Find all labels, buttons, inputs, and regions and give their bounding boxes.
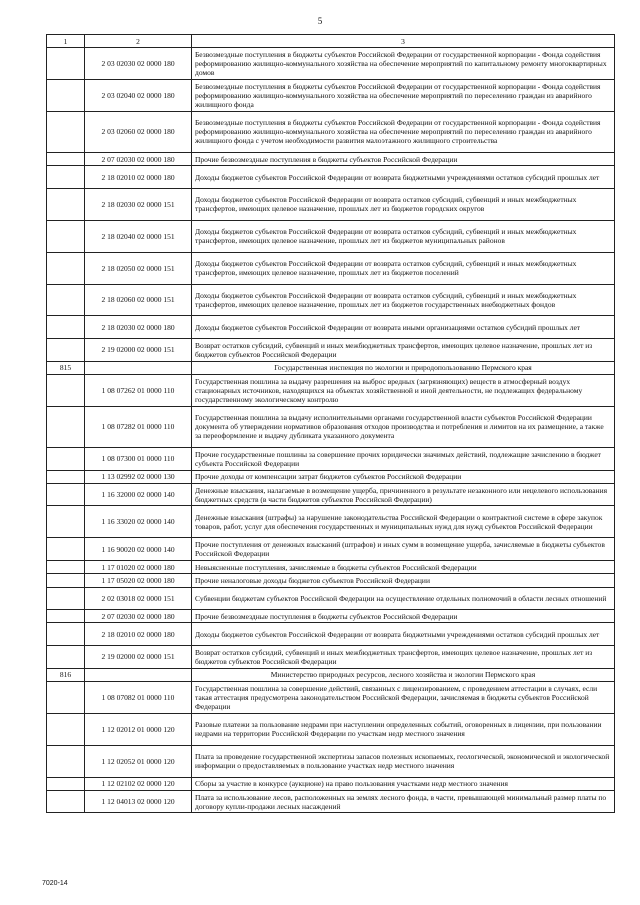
admin-code-cell <box>47 166 85 189</box>
revenue-code-cell: 2 18 02010 02 0000 180 <box>85 166 192 189</box>
revenue-code-cell: 2 18 02010 02 0000 180 <box>85 623 192 646</box>
revenue-code-cell: 1 08 07262 01 0000 110 <box>85 374 192 406</box>
revenue-description-cell: Доходы бюджетов субъектов Российской Федерации от возврата иными организациями остатков субсидий прошлых лет <box>192 316 615 339</box>
table-row <box>47 361 615 374</box>
revenue-code-cell: 2 19 02000 02 0000 151 <box>85 339 192 362</box>
admin-code-cell <box>47 610 85 623</box>
revenue-code-cell: 1 12 02012 01 0000 120 <box>85 713 192 745</box>
table-row <box>47 646 615 669</box>
revenue-description-cell: Денежные взыскания (штрафы) за нарушение законодательства Российской Федерации о контрактной системе в сфере закупок товаров, работ, услуг для обеспечения государственных и муниципальных нужд для нужд субъектов Российской Федерации <box>192 506 615 538</box>
revenue-description-cell: Прочие безвозмездные поступления в бюджеты субъектов Российской Федерации <box>192 610 615 623</box>
admin-code-cell <box>47 506 85 538</box>
table-row <box>47 152 615 165</box>
revenue-code-cell: 1 16 33020 02 0000 140 <box>85 506 192 538</box>
revenue-description-cell: Доходы бюджетов субъектов Российской Федерации от возврата остатков субсидий, субвенций и иных межбюджетных трансфертов, имеющих целевое назначение, прошлых лет из бюджетов муниципальных районов <box>192 220 615 252</box>
admin-code-cell <box>47 374 85 406</box>
table-row <box>47 111 615 152</box>
revenue-description-cell: Доходы бюджетов субъектов Российской Федерации от возврата остатков субсидий, субвенций и иных межбюджетных трансфертов, имеющих целевое назначение, прошлых лет из бюджетов поселений <box>192 252 615 284</box>
revenue-description-cell: Безвозмездные поступления в бюджеты субъектов Российской Федерации от государственной корпорации - Фонда содействия реформированию жилищно-коммунального хозяйства на обеспечение мероприятий по капитальному ремонту многоквартирных домов <box>192 48 615 80</box>
table-row <box>47 668 615 681</box>
table-row <box>47 681 615 713</box>
revenue-description-cell: Возврат остатков субсидий, субвенций и иных межбюджетных трансфертов, имеющих целевое назначение, прошлых лет из бюджетов субъектов Российской Федерации <box>192 339 615 362</box>
revenue-description-cell: Сборы за участие в конкурсе (аукционе) на право пользования участками недр местного значения <box>192 777 615 790</box>
admin-code-cell <box>47 745 85 777</box>
revenue-code-cell <box>85 668 192 681</box>
revenue-description-cell: Денежные взыскания, налагаемые в возмещение ущерба, причиненного в результате незаконного или нецелевого использования бюджетных средств (в части бюджетов субъектов Российской Федерации) <box>192 483 615 506</box>
revenue-description-cell: Государственная пошлина за выдачу разрешения на выброс вредных (загрязняющих) веществ в атмосферный воздух стационарных источников, находящихся на объектах хозяйственной и иной деятельности, не подлежащих федеральному государственному экологическому контролю <box>192 374 615 406</box>
table-row <box>47 610 615 623</box>
admin-code-cell <box>47 470 85 483</box>
revenue-code-cell: 2 18 02050 02 0000 151 <box>85 252 192 284</box>
revenue-code-cell: 1 17 01020 02 0000 180 <box>85 560 192 573</box>
admin-code-cell <box>47 560 85 573</box>
table-row <box>47 316 615 339</box>
admin-code-cell <box>47 79 85 111</box>
revenue-code-cell: 2 03 02030 02 0000 180 <box>85 48 192 80</box>
table-row <box>47 538 615 561</box>
admin-code-cell <box>47 538 85 561</box>
table-row <box>47 713 615 745</box>
table-row <box>47 777 615 790</box>
administrator-name-cell: Государственная инспекция по экологии и природопользованию Пермского края <box>192 361 615 374</box>
revenue-description-cell: Прочие безвозмездные поступления в бюджеты субъектов Российской Федерации <box>192 152 615 165</box>
header-col-2: 2 <box>85 35 192 48</box>
admin-code-cell <box>47 220 85 252</box>
admin-code-cell <box>47 48 85 80</box>
revenue-description-cell: Доходы бюджетов субъектов Российской Федерации от возврата бюджетными учреждениями остатков субсидий прошлых лет <box>192 623 615 646</box>
admin-code-cell <box>47 713 85 745</box>
revenue-code-cell: 2 03 02060 02 0000 180 <box>85 111 192 152</box>
table-header-row <box>47 35 615 48</box>
admin-code-cell: 815 <box>47 361 85 374</box>
table-row <box>47 166 615 189</box>
revenue-description-cell: Плата за использование лесов, расположенных на землях лесного фонда, в части, превышающей минимальный размер платы по договору купли-продажи лесных насаждений <box>192 790 615 813</box>
table-row <box>47 188 615 220</box>
admin-code-cell <box>47 681 85 713</box>
revenue-code-cell: 2 03 02040 02 0000 180 <box>85 79 192 111</box>
revenue-description-cell: Невыясненные поступления, зачисляемые в бюджеты субъектов Российской Федерации <box>192 560 615 573</box>
document-footer-code: 7020-14 <box>42 880 68 887</box>
header-col-3: 3 <box>192 35 615 48</box>
revenue-description-cell: Прочие поступления от денежных взысканий (штрафов) и иных сумм в возмещение ущерба, зачисляемые в бюджеты субъектов Российской Федерации <box>192 538 615 561</box>
revenue-code-cell: 2 07 02030 02 0000 180 <box>85 152 192 165</box>
revenue-description-cell: Государственная пошлина за выдачу исполнительными органами государственной власти субъектов Российской Федерации документа об утверждении нормативов образования отходов производства и потребления и лимитов на их размещение, а также за переоформление и выдачу дубликата указанного документа <box>192 406 615 447</box>
admin-code-cell <box>47 188 85 220</box>
table-row <box>47 483 615 506</box>
table-row <box>47 470 615 483</box>
revenue-code-cell: 2 18 02060 02 0000 151 <box>85 284 192 316</box>
revenue-description-cell: Разовые платежи за пользование недрами при наступлении определенных событий, оговоренных в лицензии, при пользовании недрами на территории Российской Федерации по участкам недр местного значения <box>192 713 615 745</box>
admin-code-cell <box>47 646 85 669</box>
revenue-code-cell: 2 18 02040 02 0000 151 <box>85 220 192 252</box>
revenue-description-cell: Прочие государственные пошлины за совершение прочих юридически значимых действий, подлежащие зачислению в бюджет субъекта Российской Федерации <box>192 447 615 470</box>
admin-code-cell <box>47 777 85 790</box>
admin-code-cell <box>47 587 85 610</box>
revenue-code-cell: 2 18 02030 02 0000 151 <box>85 188 192 220</box>
table-row <box>47 790 615 813</box>
table-row <box>47 587 615 610</box>
revenue-description-cell: Прочие неналоговые доходы бюджетов субъектов Российской Федерации <box>192 574 615 587</box>
revenue-code-cell: 2 02 03018 02 0000 151 <box>85 587 192 610</box>
revenue-description-cell: Доходы бюджетов субъектов Российской Федерации от возврата бюджетными учреждениями остатков субсидий прошлых лет <box>192 166 615 189</box>
revenue-code-cell: 1 16 32000 02 0000 140 <box>85 483 192 506</box>
revenue-code-cell: 2 18 02030 02 0000 180 <box>85 316 192 339</box>
administrator-name-cell: Министерство природных ресурсов, лесного хозяйства и экологии Пермского края <box>192 668 615 681</box>
table-row <box>47 48 615 80</box>
budget-classification-table <box>46 34 615 813</box>
admin-code-cell <box>47 447 85 470</box>
revenue-description-cell: Плата за проведение государственной экспертизы запасов полезных ископаемых, геологической, экономической и экологической информации о предоставляемых в пользование участках недр местного значения <box>192 745 615 777</box>
admin-code-cell <box>47 483 85 506</box>
table-row <box>47 447 615 470</box>
revenue-description-cell: Возврат остатков субсидий, субвенций и иных межбюджетных трансфертов, имеющих целевое назначение, прошлых лет из бюджетов субъектов Российской Федерации <box>192 646 615 669</box>
revenue-code-cell: 1 08 07300 01 0000 110 <box>85 447 192 470</box>
page-number: 5 <box>317 16 323 26</box>
admin-code-cell <box>47 152 85 165</box>
admin-code-cell <box>47 284 85 316</box>
revenue-description-cell: Доходы бюджетов субъектов Российской Федерации от возврата остатков субсидий, субвенций и иных межбюджетных трансфертов, имеющих целевое назначение, прошлых лет из бюджетов городских округов <box>192 188 615 220</box>
admin-code-cell <box>47 406 85 447</box>
admin-code-cell <box>47 623 85 646</box>
revenue-description-cell: Доходы бюджетов субъектов Российской Федерации от возврата остатков субсидий, субвенций и иных межбюджетных трансфертов, имеющих целевое назначение, прошлых лет из бюджетов государственных внебюджетных фондов <box>192 284 615 316</box>
table-row <box>47 79 615 111</box>
table-row <box>47 506 615 538</box>
revenue-code-cell: 1 08 07282 01 0000 110 <box>85 406 192 447</box>
revenue-description-cell: Государственная пошлина за совершение действий, связанных с лицензированием, с проведением аттестации в случаях, если такая аттестация предусмотрена законодательством Российской Федерации, зачисляемая в бюджеты субъектов Российской Федерации <box>192 681 615 713</box>
table-row <box>47 284 615 316</box>
header-col-1: 1 <box>47 35 85 48</box>
revenue-code-cell: 1 08 07082 01 0000 110 <box>85 681 192 713</box>
table-row <box>47 560 615 573</box>
admin-code-cell <box>47 339 85 362</box>
revenue-code-cell: 2 19 02000 02 0000 151 <box>85 646 192 669</box>
table-row <box>47 623 615 646</box>
table-row <box>47 406 615 447</box>
admin-code-cell <box>47 111 85 152</box>
revenue-code-cell <box>85 361 192 374</box>
admin-code-cell <box>47 252 85 284</box>
table-row <box>47 745 615 777</box>
table-row <box>47 374 615 406</box>
table-row <box>47 339 615 362</box>
table-body <box>47 48 615 813</box>
table-row <box>47 220 615 252</box>
admin-code-cell <box>47 790 85 813</box>
revenue-code-cell: 1 16 90020 02 0000 140 <box>85 538 192 561</box>
revenue-description-cell: Безвозмездные поступления в бюджеты субъектов Российской Федерации от государственной корпорации - Фонда содействия реформированию жилищно-коммунального хозяйства на обеспечение мероприятий по переселению граждан из аварийного жилищного фонда с учетом необходимости развития малоэтажного жилищного строительства <box>192 111 615 152</box>
admin-code-cell: 816 <box>47 668 85 681</box>
revenue-description-cell: Прочие доходы от компенсации затрат бюджетов субъектов Российской Федерации <box>192 470 615 483</box>
table-row <box>47 574 615 587</box>
revenue-description-cell: Безвозмездные поступления в бюджеты субъектов Российской Федерации от государственной корпорации - Фонда содействия реформированию жилищно-коммунального хозяйства на обеспечение мероприятий по переселению граждан из аварийного жилищного фонда <box>192 79 615 111</box>
revenue-code-cell: 1 12 02102 02 0000 120 <box>85 777 192 790</box>
revenue-code-cell: 1 13 02992 02 0000 130 <box>85 470 192 483</box>
revenue-code-cell: 2 07 02030 02 0000 180 <box>85 610 192 623</box>
admin-code-cell <box>47 316 85 339</box>
admin-code-cell <box>47 574 85 587</box>
revenue-code-cell: 1 12 04013 02 0000 120 <box>85 790 192 813</box>
revenue-code-cell: 1 12 02052 01 0000 120 <box>85 745 192 777</box>
revenue-description-cell: Субвенции бюджетам субъектов Российской Федерации на осуществление отдельных полномочий в области лесных отношений <box>192 587 615 610</box>
table-row <box>47 252 615 284</box>
revenue-code-cell: 1 17 05020 02 0000 180 <box>85 574 192 587</box>
